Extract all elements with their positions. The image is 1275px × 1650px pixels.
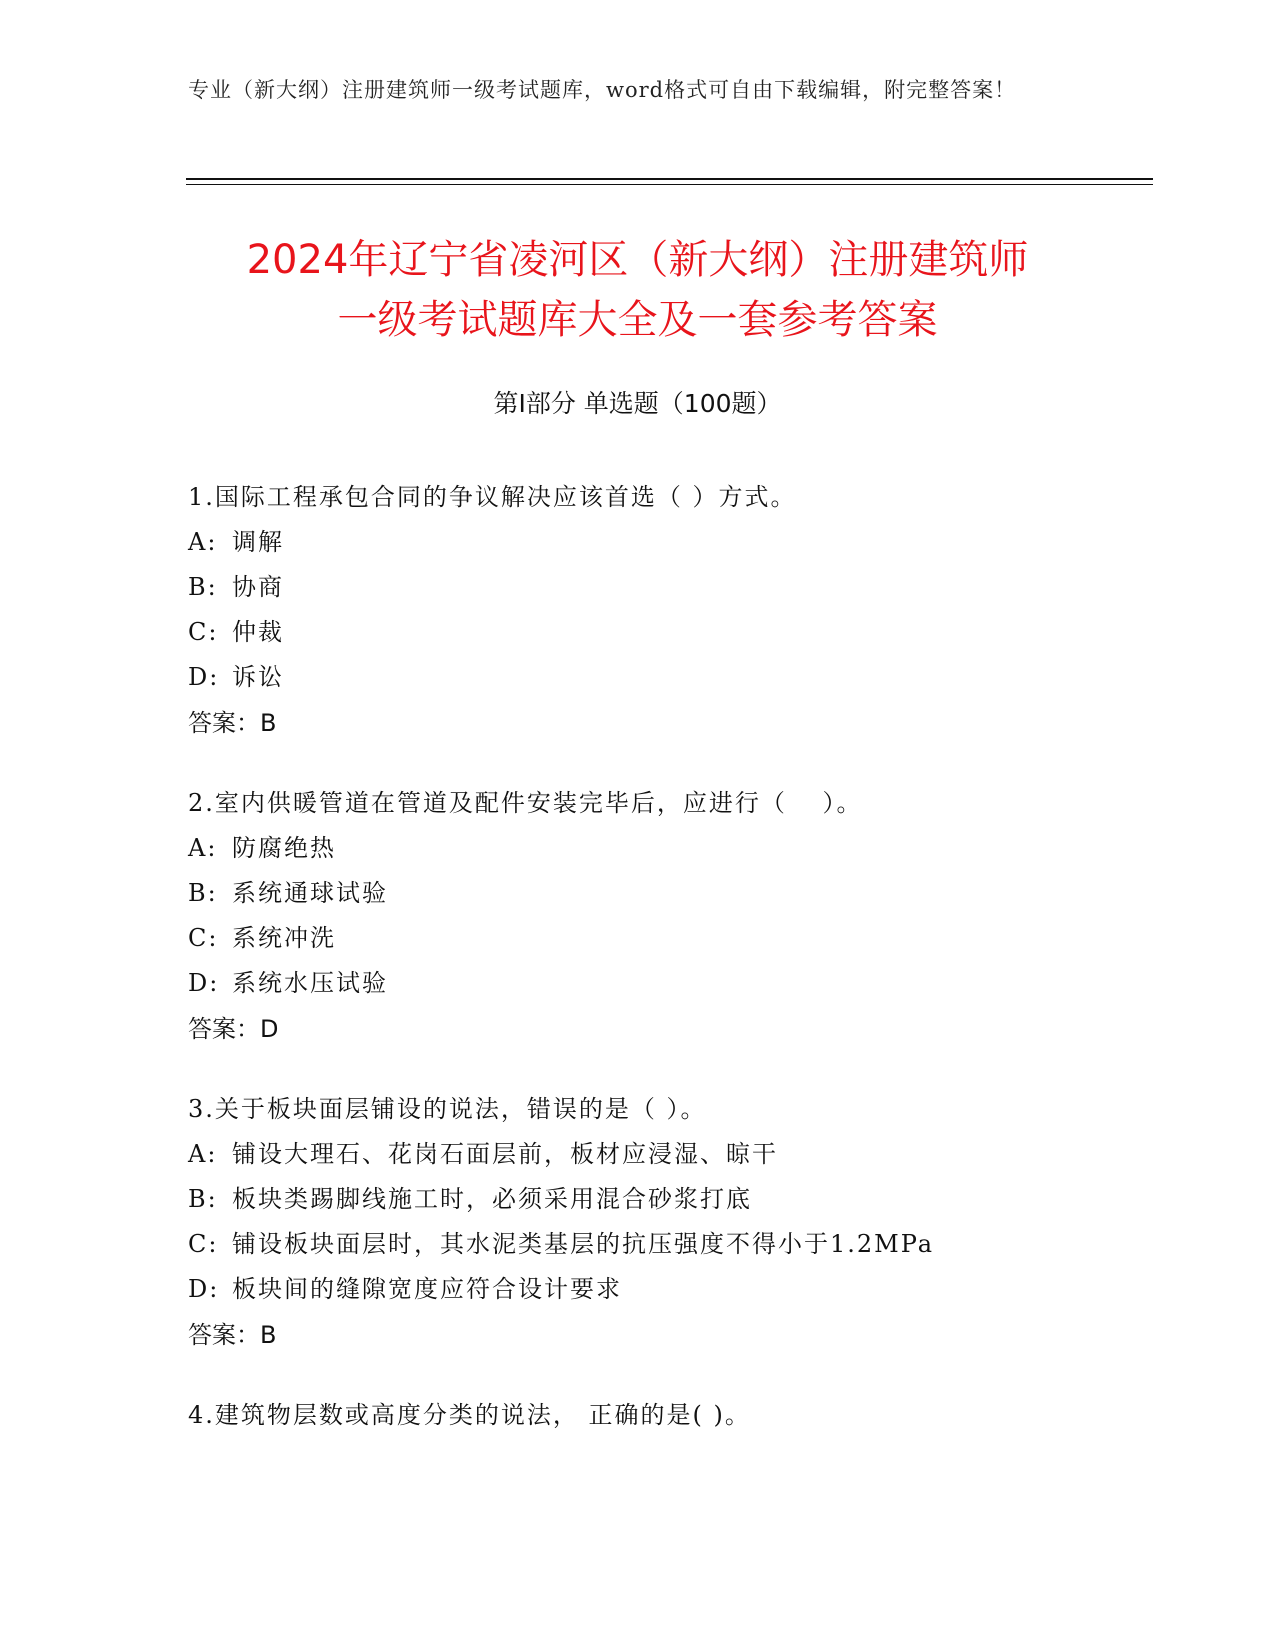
question-1 [188,474,1168,746]
question-2 [188,780,1168,1052]
option-text: 系统通球试验 [232,879,388,907]
option-text: 系统冲洗 [232,924,336,952]
document-title [130,230,1145,350]
option-letter: B: [188,573,218,601]
option-text: 铺设大理石、花岗石面层前，板材应浸湿、晾干 [232,1140,778,1168]
option-d [188,961,1168,1006]
question-text: 1.国际工程承包合同的争议解决应该首选（ ）方式。 [188,483,797,511]
option-text: 协商 [232,573,284,601]
question-text: 4.建筑物层数或高度分类的说法， 正确的是( )。 [188,1401,751,1429]
header-divider-thin [186,184,1153,185]
option-a [188,520,1168,565]
section-heading: 第Ⅰ部分 单选题（100题） [493,389,782,418]
option-c [188,1222,1168,1267]
header-divider [186,178,1153,180]
option-d [188,655,1168,700]
option-c [188,916,1168,961]
option-letter: C: [188,924,219,952]
option-letter: D: [188,969,220,997]
option-text: 调解 [232,528,284,556]
option-b [188,871,1168,916]
option-text: 仲裁 [232,618,284,646]
title-line-2: 一级考试题库大全及一套参考答案 [337,297,938,343]
option-text: 诉讼 [232,663,284,691]
question-list [188,474,1168,1472]
title-line-1: 2024年辽宁省凌河区（新大纲）注册建筑师 [246,237,1029,283]
option-b [188,1177,1168,1222]
question-text: 2.室内供暖管道在管道及配件安装完毕后，应进行（ ）。 [188,789,863,817]
option-c [188,610,1168,655]
option-letter: D: [188,663,220,691]
option-a [188,826,1168,871]
option-text: 铺设板块面层时，其水泥类基层的抗压强度不得小于1.2MPa [232,1230,935,1258]
option-letter: B: [188,1185,218,1213]
option-letter: C: [188,1230,219,1258]
option-letter: A: [188,1140,218,1168]
option-letter: D: [188,1275,220,1303]
option-text: 板块类踢脚线施工时，必须采用混合砂浆打底 [232,1185,752,1213]
option-b [188,565,1168,610]
answer: 答案：D [188,1015,279,1043]
option-a [188,1132,1168,1177]
option-text: 系统水压试验 [232,969,388,997]
question-text: 3.关于板块面层铺设的说法，错误的是（ ）。 [188,1095,707,1123]
option-letter: A: [188,528,218,556]
option-d [188,1267,1168,1312]
answer: 答案：B [188,1321,277,1349]
header-note: 专业（新大纲）注册建筑师一级考试题库，word格式可自由下载编辑，附完整答案！ [188,78,1017,102]
question-4 [188,1392,1168,1438]
option-letter: A: [188,834,218,862]
question-3 [188,1086,1168,1358]
option-letter: B: [188,879,218,907]
option-text: 防腐绝热 [232,834,336,862]
option-text: 板块间的缝隙宽度应符合设计要求 [232,1275,622,1303]
answer: 答案：B [188,709,277,737]
option-letter: C: [188,618,219,646]
